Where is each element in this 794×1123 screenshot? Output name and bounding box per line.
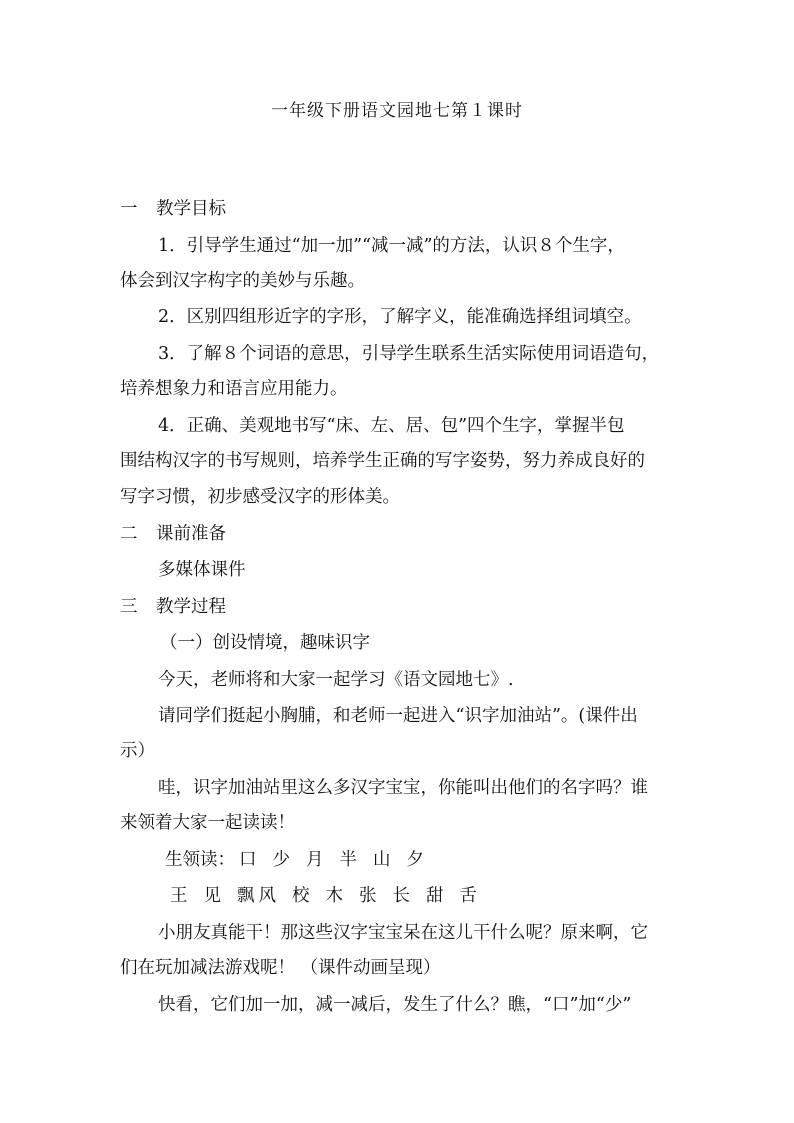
paragraph: 今天，老师将和大家一起学习《语文园地七》.	[158, 670, 514, 690]
character: 飘	[237, 886, 255, 906]
character: 风	[258, 886, 276, 906]
character: 校	[292, 886, 310, 906]
character: 口	[239, 850, 257, 870]
section-title: 教学目标	[156, 199, 226, 219]
paragraph-line-1: 哇，识字加油站里这么多汉字宝宝，你能叫出他们的名字吗？谁	[158, 778, 648, 798]
character: 夕	[406, 850, 424, 870]
paragraph-line-2: 来领着大家一起读读！	[120, 813, 295, 833]
goal-4-line-3: 写字习惯，初步感受汉字的形体美。	[120, 487, 400, 507]
goal-2-line-1: 2．区别四组形近字的字形，了解字义，能准确选择组词填空。	[158, 307, 642, 327]
section-heading-prep	[120, 523, 690, 545]
paragraph-line-1: 小朋友真能干！那这些汉字宝宝呆在这儿干什么呢？原来啊，它	[158, 923, 648, 943]
character: 半	[339, 850, 357, 870]
section-heading-goals	[120, 198, 690, 220]
paragraph-line-1: 快看，它们加一加，减一减后，发生了什么？瞧，“口”加“少”	[158, 995, 632, 1015]
lead-read-label: 生领读：	[165, 850, 235, 870]
goal-4-line-2: 围结构汉字的书写规则，培养学生正确的写字姿势，努力养成良好的	[120, 451, 645, 471]
paragraph-line-2: 们在玩加减法游戏呢！ （课件动画呈现）	[120, 958, 441, 978]
goal-3-line-2: 培养想象力和语言应用能力。	[120, 379, 348, 399]
page-title: 一年级下册语文园地七第１课时	[271, 101, 523, 121]
paragraph-line-1: 请同学们挺起小胸脯，和老师一起进入“识字加油站”。(课件出	[158, 706, 638, 726]
goal-1-line-1: 1．引导学生通过“加一加”“减一减”的方法，认识８个生字，	[158, 236, 625, 256]
subsection-heading: （一）创设情境，趣味识字	[160, 633, 370, 653]
section-number: 三	[120, 597, 138, 617]
character: 月	[306, 850, 324, 870]
character: 少	[272, 850, 290, 870]
section-number: 二	[120, 524, 138, 544]
prep-text: 多媒体课件	[158, 560, 246, 580]
goal-3-line-1: 3．了解８个词语的意思，引导学生联系生活实际使用词语造句，	[158, 344, 660, 364]
section-heading-process	[120, 596, 690, 618]
goal-4-line-1: 4．正确、美观地书写“床、左、居、包”四个生字，掌握半包	[158, 416, 625, 436]
section-title: 教学过程	[156, 597, 226, 617]
character-row-1	[165, 849, 735, 871]
character: 见	[203, 886, 221, 906]
character: 甜	[426, 886, 444, 906]
character: 山	[373, 850, 391, 870]
character: 长	[392, 886, 410, 906]
character: 木	[325, 886, 343, 906]
goal-1-line-2: 体会到汉字构字的美妙与乐趣。	[120, 271, 365, 291]
character: 张	[359, 886, 377, 906]
section-title: 课前准备	[156, 524, 226, 544]
section-number: 一	[120, 199, 138, 219]
character: 王	[170, 886, 188, 906]
character-row-2	[170, 885, 740, 907]
character: 舌	[459, 886, 477, 906]
paragraph-line-2: 示）	[120, 741, 155, 761]
